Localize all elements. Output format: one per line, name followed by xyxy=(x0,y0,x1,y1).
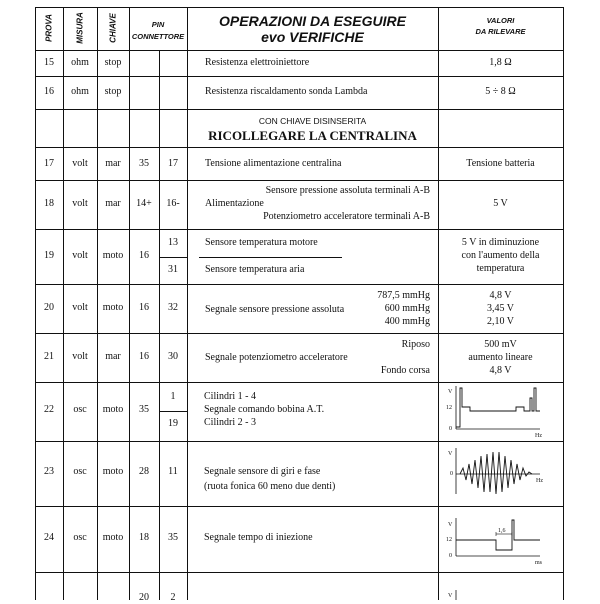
misura-cell: volt xyxy=(72,250,88,261)
misura-cell: volt xyxy=(72,158,88,169)
expected-value: 2,10 V xyxy=(486,316,515,327)
misura-cell: osc xyxy=(73,466,87,477)
chiave-cell: moto xyxy=(102,302,124,313)
wave-y-tick: 12 xyxy=(446,405,452,411)
wave-y-unit: V xyxy=(448,593,453,599)
operation-text: Segnale potenziometro acceleratore xyxy=(205,352,348,363)
pin-b: 11 xyxy=(168,466,178,477)
condition-text: 400 mmHg xyxy=(384,316,430,327)
chiave-cell: moto xyxy=(102,404,124,415)
pin-b: 1 xyxy=(170,391,176,402)
operation-text: Cilindri 2 - 3 xyxy=(204,417,256,428)
wave-y-unit: V xyxy=(448,522,453,528)
condition-text: 600 mmHg xyxy=(384,303,430,314)
chiave-cell: mar xyxy=(105,351,121,362)
expected-value: 1,8 Ω xyxy=(489,57,512,68)
expected-value: 5 V xyxy=(493,198,508,209)
pin-b: 17 xyxy=(168,158,178,169)
wave-y-zero: 0 xyxy=(450,471,453,477)
partial-waveform xyxy=(446,586,546,600)
pin-b: 19 xyxy=(168,418,178,429)
header-subtitle: evo VERIFICHE xyxy=(261,29,364,45)
wave-x-unit: ms xyxy=(535,560,543,566)
operation-text: Segnale comando bobina A.T. xyxy=(204,404,325,415)
operation-text: Segnale sensore di giri e fase xyxy=(204,466,321,477)
header-valori: VALORI xyxy=(486,16,515,25)
prova-number: 24 xyxy=(44,532,54,543)
misura-cell: volt xyxy=(72,302,88,313)
pin-a: 16 xyxy=(139,302,149,313)
prova-number: 16 xyxy=(44,86,54,97)
prova-number: 15 xyxy=(44,57,54,68)
pin-b: 31 xyxy=(168,264,178,275)
expected-value: con l'aumento della xyxy=(461,250,540,261)
pin-a: 20 xyxy=(139,592,149,603)
pulse-duration-label: 1,6 xyxy=(498,528,506,534)
chiave-cell: stop xyxy=(104,86,122,97)
condition-text: 787,5 mmHg xyxy=(377,290,430,301)
operation-text: Resistenza elettroiniettore xyxy=(205,57,310,68)
pin-b: 2 xyxy=(170,592,176,603)
wave-y-unit: V xyxy=(448,451,453,457)
misura-cell: ohm xyxy=(71,57,89,68)
pin-a: 16 xyxy=(139,351,149,362)
operation-text: Cilindri 1 - 4 xyxy=(204,391,256,402)
header-da-rilevare: DA RILEVARE xyxy=(475,27,526,36)
condition-text: Riposo xyxy=(401,339,430,350)
pin-a: 16 xyxy=(139,250,149,261)
expected-value: 3,45 V xyxy=(486,303,515,314)
misura-cell: volt xyxy=(72,198,88,209)
pin-a: 18 xyxy=(139,532,149,543)
operation-text: Potenziometro acceleratore terminali A-B xyxy=(263,211,430,222)
chiave-cell: mar xyxy=(105,158,121,169)
operation-text: Resistenza riscaldamento sonda Lambda xyxy=(205,86,368,97)
pin-b: 32 xyxy=(168,302,178,313)
expected-value: 4,8 V xyxy=(489,290,512,301)
operation-text: Tensione alimentazione centralina xyxy=(205,158,342,169)
misura-cell: osc xyxy=(73,404,87,415)
prova-number: 23 xyxy=(44,466,54,477)
misura-cell: ohm xyxy=(71,86,89,97)
wave-y-zero: 0 xyxy=(449,426,452,432)
wave-y-zero: 0 xyxy=(449,553,452,559)
injection-time-waveform xyxy=(446,512,546,570)
prova-number: 19 xyxy=(44,250,54,261)
chiave-cell: moto xyxy=(102,466,124,477)
expected-value: temperatura xyxy=(476,263,525,274)
operation-text: Segnale sensore pressione assoluta xyxy=(205,304,345,315)
header-title: OPERAZIONI DA ESEGUIRE xyxy=(219,13,406,29)
pin-a: 28 xyxy=(139,466,149,477)
wave-y-unit: V xyxy=(448,389,453,395)
operation-text: Sensore pressione assoluta terminali A-B xyxy=(265,185,430,196)
prova-number: 17 xyxy=(44,158,54,169)
prova-number: 20 xyxy=(44,302,54,313)
chiave-cell: moto xyxy=(102,250,124,261)
notice-heading: RICOLLEGARE LA CENTRALINA xyxy=(208,128,417,143)
operation-text: (ruota fonica 60 meno due denti) xyxy=(204,481,336,492)
operation-text: Segnale tempo di iniezione xyxy=(204,532,313,543)
misura-cell: osc xyxy=(73,532,87,543)
pin-b: 30 xyxy=(168,351,178,362)
chiave-cell: stop xyxy=(104,57,122,68)
header-pin: PIN xyxy=(151,20,165,29)
wave-y-tick: 12 xyxy=(446,537,452,543)
prova-number: 21 xyxy=(44,351,54,362)
expected-value: 500 mV xyxy=(484,339,517,350)
wave-x-unit: Hz xyxy=(536,478,543,484)
prova-number: 18 xyxy=(44,198,54,209)
header-misura: MISURA xyxy=(75,12,85,44)
pin-b: 35 xyxy=(168,532,178,543)
notice-caption: CON CHIAVE DISINSERITA xyxy=(258,116,367,126)
pin-b: 16- xyxy=(166,198,180,209)
operation-text: Alimentazione xyxy=(205,198,264,209)
expected-value: aumento lineare xyxy=(468,352,533,363)
expected-value: 5 ÷ 8 Ω xyxy=(485,86,516,97)
wave-x-unit: Hz xyxy=(535,433,542,439)
pin-b: 13 xyxy=(168,237,178,248)
expected-value: 4,8 V xyxy=(489,365,512,376)
expected-value: Tensione batteria xyxy=(466,158,535,169)
rpm-sensor-waveform xyxy=(446,446,546,504)
operation-text: Sensore temperatura aria xyxy=(205,264,305,275)
ignition-coil-waveform xyxy=(446,384,546,440)
expected-value: 5 V in diminuzione xyxy=(461,237,540,248)
operation-text: Sensore temperatura motore xyxy=(205,237,318,248)
pin-a: 14+ xyxy=(136,198,152,209)
pin-a: 35 xyxy=(139,404,149,415)
header-chiave: CHIAVE xyxy=(108,13,118,43)
chiave-cell: moto xyxy=(102,532,124,543)
condition-text: Fondo corsa xyxy=(380,365,430,376)
misura-cell: volt xyxy=(72,351,88,362)
prova-number: 22 xyxy=(44,404,54,415)
header-connettore: CONNETTORE xyxy=(131,32,185,41)
header-prova: PROVA xyxy=(44,14,54,42)
pin-a: 35 xyxy=(139,158,149,169)
chiave-cell: mar xyxy=(105,198,121,209)
